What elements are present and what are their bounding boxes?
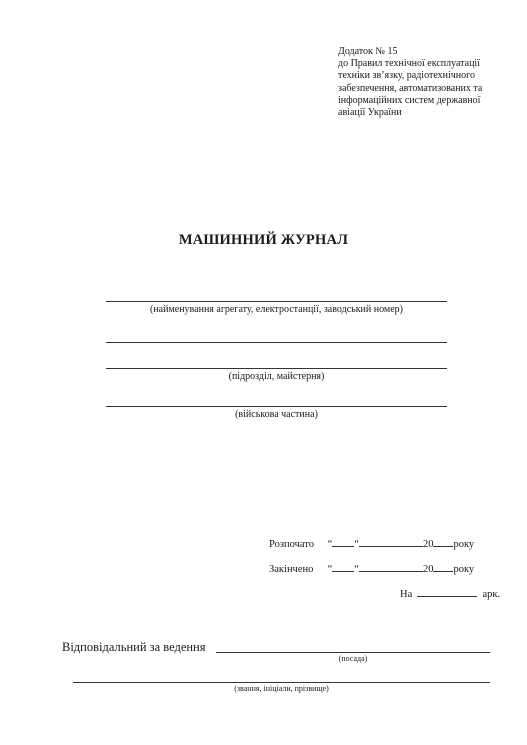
sheets-prefix: На xyxy=(400,589,413,600)
extra-blank-line[interactable] xyxy=(106,342,447,343)
close-quote: “ xyxy=(354,539,359,550)
finished-label: Закінчено xyxy=(269,564,314,575)
year-prefix: 20 xyxy=(422,539,434,550)
open-quote: “ xyxy=(327,564,333,575)
position-caption: (посада) xyxy=(338,654,368,663)
military-unit-line[interactable] xyxy=(106,406,447,407)
sheets-count-blank[interactable] xyxy=(417,587,477,597)
started-label: Розпочато xyxy=(269,539,314,550)
year-suffix: року xyxy=(453,539,475,550)
name-caption: (звання, ініціали, прізвище) xyxy=(234,684,329,693)
appendix-line: забезпечення, автоматизованих та xyxy=(338,82,483,94)
started-month-blank[interactable] xyxy=(359,537,423,547)
started-row xyxy=(269,537,474,550)
appendix-note xyxy=(338,46,518,119)
appendix-line: до Правил технічної експлуатації xyxy=(338,58,480,70)
year-suffix: року xyxy=(453,564,475,575)
subdivision-line[interactable] xyxy=(106,368,447,369)
appendix-line: Додаток № 15 xyxy=(338,46,398,57)
subdivision-caption: (підрозділ, майстерня) xyxy=(228,371,325,382)
name-line[interactable] xyxy=(73,682,490,683)
appendix-line: інформаційних систем державної xyxy=(338,94,481,106)
sheets-row xyxy=(400,587,500,600)
military-unit-caption: (військова частина) xyxy=(235,409,318,420)
journal-title: МАШИННИЙ ЖУРНАЛ xyxy=(178,232,349,248)
open-quote: “ xyxy=(327,539,333,550)
finished-year-blank[interactable] xyxy=(433,562,453,572)
appendix-line: авіації України xyxy=(338,107,402,119)
finished-month-blank[interactable] xyxy=(359,562,423,572)
sheets-suffix: арк. xyxy=(482,589,501,600)
position-line[interactable] xyxy=(216,652,490,653)
started-year-blank[interactable] xyxy=(433,537,453,547)
year-prefix: 20 xyxy=(422,564,434,575)
responsible-label: Відповідальний за ведення xyxy=(62,640,206,654)
close-quote: “ xyxy=(354,564,359,575)
unit-name-line[interactable] xyxy=(106,301,447,302)
started-day-blank[interactable] xyxy=(332,537,354,547)
finished-row xyxy=(269,562,474,575)
appendix-line: техніки зв’язку, радіотехнічного xyxy=(338,70,475,82)
finished-day-blank[interactable] xyxy=(332,562,354,572)
unit-name-caption: (найменування агрегату, електростанції, заводський номер) xyxy=(149,304,404,315)
